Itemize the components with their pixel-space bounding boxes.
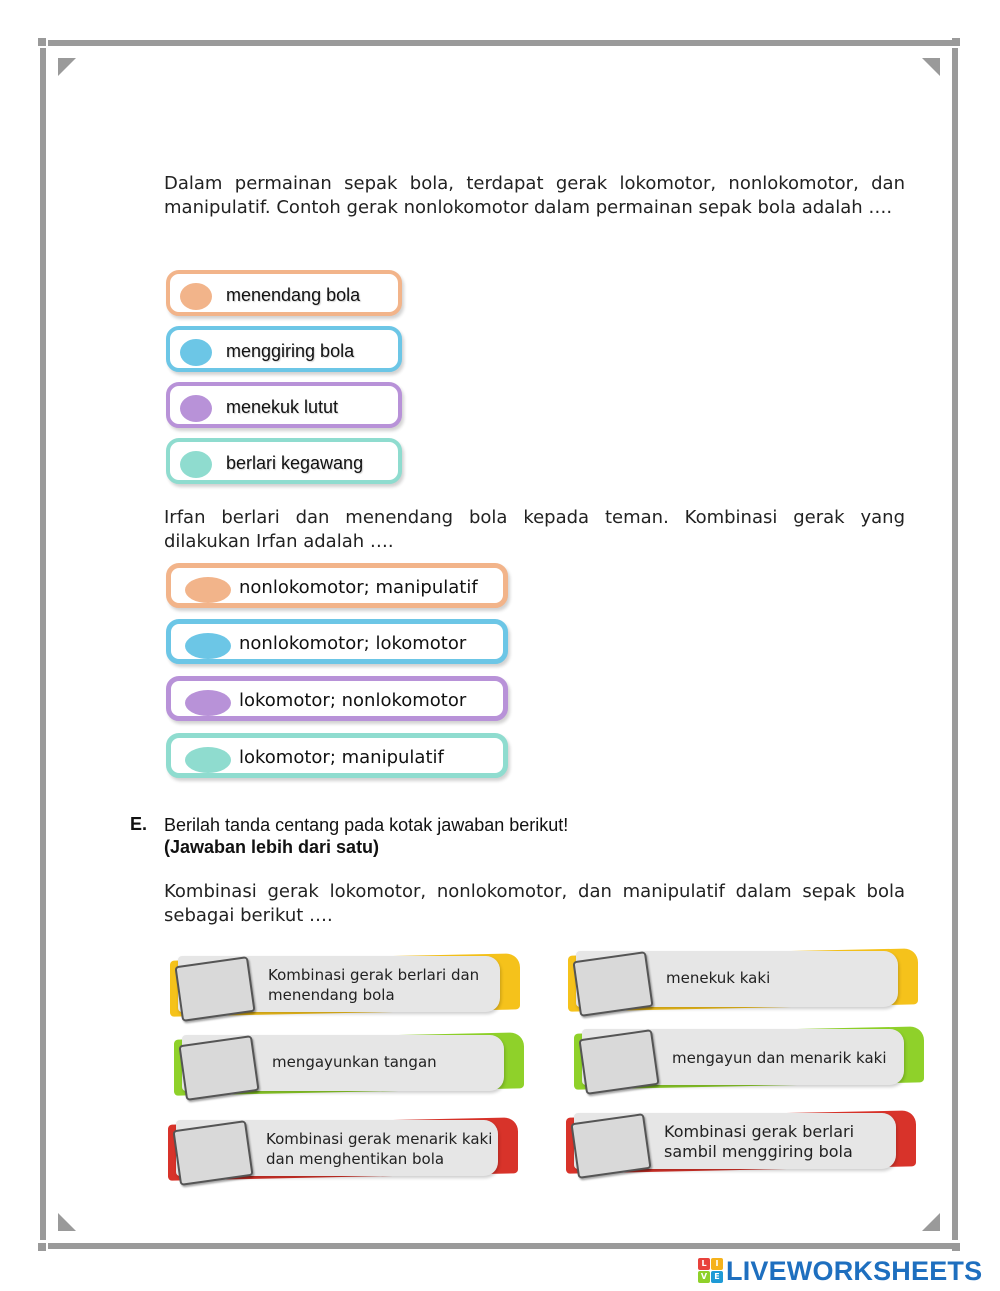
answer-checkbox[interactable]: [578, 1029, 659, 1095]
option-label: nonlokomotor; lokomotor: [239, 633, 467, 654]
frame-corner-square: [38, 38, 46, 46]
logo-tile: I: [711, 1258, 723, 1270]
answer-card-3: [174, 1032, 524, 1094]
q1-option-1[interactable]: [166, 270, 402, 316]
q2-option-2[interactable]: [166, 619, 508, 664]
frame-corner-square: [38, 1243, 46, 1251]
option-label: lokomotor; nonlokomotor: [239, 690, 467, 711]
answer-checkbox[interactable]: [172, 1120, 253, 1186]
q1-option-2[interactable]: [166, 326, 402, 372]
frame-corner-square: [952, 1243, 960, 1251]
question-2-text: Irfan berlari dan menendang bola kepada teman. Kombinasi gerak yang dilakukan Irfan adalah ….: [164, 507, 905, 552]
q2-option-1[interactable]: [166, 563, 508, 608]
card-text: Kombinasi gerak berlari dan menendang bola: [268, 966, 480, 1004]
card-text: menekuk kaki: [666, 969, 771, 987]
radio-circle-icon: [180, 395, 212, 422]
option-label: menendang bola: [226, 285, 361, 305]
answer-card-4: [574, 1026, 924, 1088]
logo-tile: E: [711, 1271, 723, 1283]
logo-tile: V: [698, 1271, 710, 1283]
frame-top: [48, 40, 952, 46]
frame-corner-triangle: [58, 58, 76, 76]
frame-right: [952, 48, 958, 1240]
option-label: menggiring bola: [226, 341, 355, 361]
radio-circle-icon: [180, 283, 212, 310]
section-e-instruction: Berilah tanda centang pada kotak jawaban berikut!: [164, 815, 569, 835]
frame-corner-triangle: [58, 1213, 76, 1231]
option-label: menekuk lutut: [226, 397, 339, 417]
radio-circle-icon: [180, 451, 212, 478]
frame-bottom: [48, 1243, 952, 1249]
radio-circle-icon: [180, 339, 212, 366]
radio-circle-icon: [185, 577, 231, 603]
section-e-letter: E.: [130, 814, 148, 834]
card-text: mengayunkan tangan: [272, 1053, 437, 1071]
answer-checkbox[interactable]: [572, 951, 653, 1017]
q2-option-4[interactable]: [166, 733, 508, 778]
option-label: lokomotor; manipulatif: [239, 747, 444, 768]
card-text: mengayun dan menarik kaki: [672, 1049, 887, 1067]
frame-left: [40, 48, 46, 1240]
card-text: Kombinasi gerak menarik kaki dan menghentikan bola: [266, 1130, 493, 1168]
answer-card-6: [566, 1110, 916, 1172]
frame-corner-triangle: [922, 58, 940, 76]
answer-card-1: [170, 953, 520, 1015]
frame-corner-square: [952, 38, 960, 46]
answer-checkbox[interactable]: [174, 956, 255, 1022]
question-1-text: Dalam permainan sepak bola, terdapat gerak lokomotor, nonlokomotor, dan manipulatif. Contoh gerak nonlokomotor dalam permainan sepak bola adalah ….: [164, 173, 905, 218]
q2-option-3[interactable]: [166, 676, 508, 721]
q1-option-3[interactable]: [166, 382, 402, 428]
section-e-prompt: Kombinasi gerak lokomotor, nonlokomotor, dan manipulatif dalam sepak bola sebagai berikut ….: [164, 881, 905, 926]
frame-corner-triangle: [922, 1213, 940, 1231]
card-text: Kombinasi gerak berlari sambil menggiring bola: [664, 1122, 855, 1161]
logo-tile: L: [698, 1258, 710, 1270]
option-label: berlari kegawang: [226, 453, 364, 473]
radio-circle-icon: [185, 747, 231, 773]
answer-card-2: [568, 948, 918, 1010]
section-e-note: (Jawaban lebih dari satu): [164, 837, 380, 857]
q1-option-4[interactable]: [166, 438, 402, 484]
answer-card-5: [168, 1117, 518, 1179]
answer-checkbox[interactable]: [570, 1113, 651, 1179]
radio-circle-icon: [185, 690, 231, 716]
answer-checkbox[interactable]: [178, 1035, 259, 1101]
logo-tiles-icon: [698, 1258, 724, 1284]
logo-text: LIVEWORKSHEETS: [726, 1256, 983, 1286]
option-label: nonlokomotor; manipulatif: [239, 577, 478, 598]
radio-circle-icon: [185, 633, 231, 659]
